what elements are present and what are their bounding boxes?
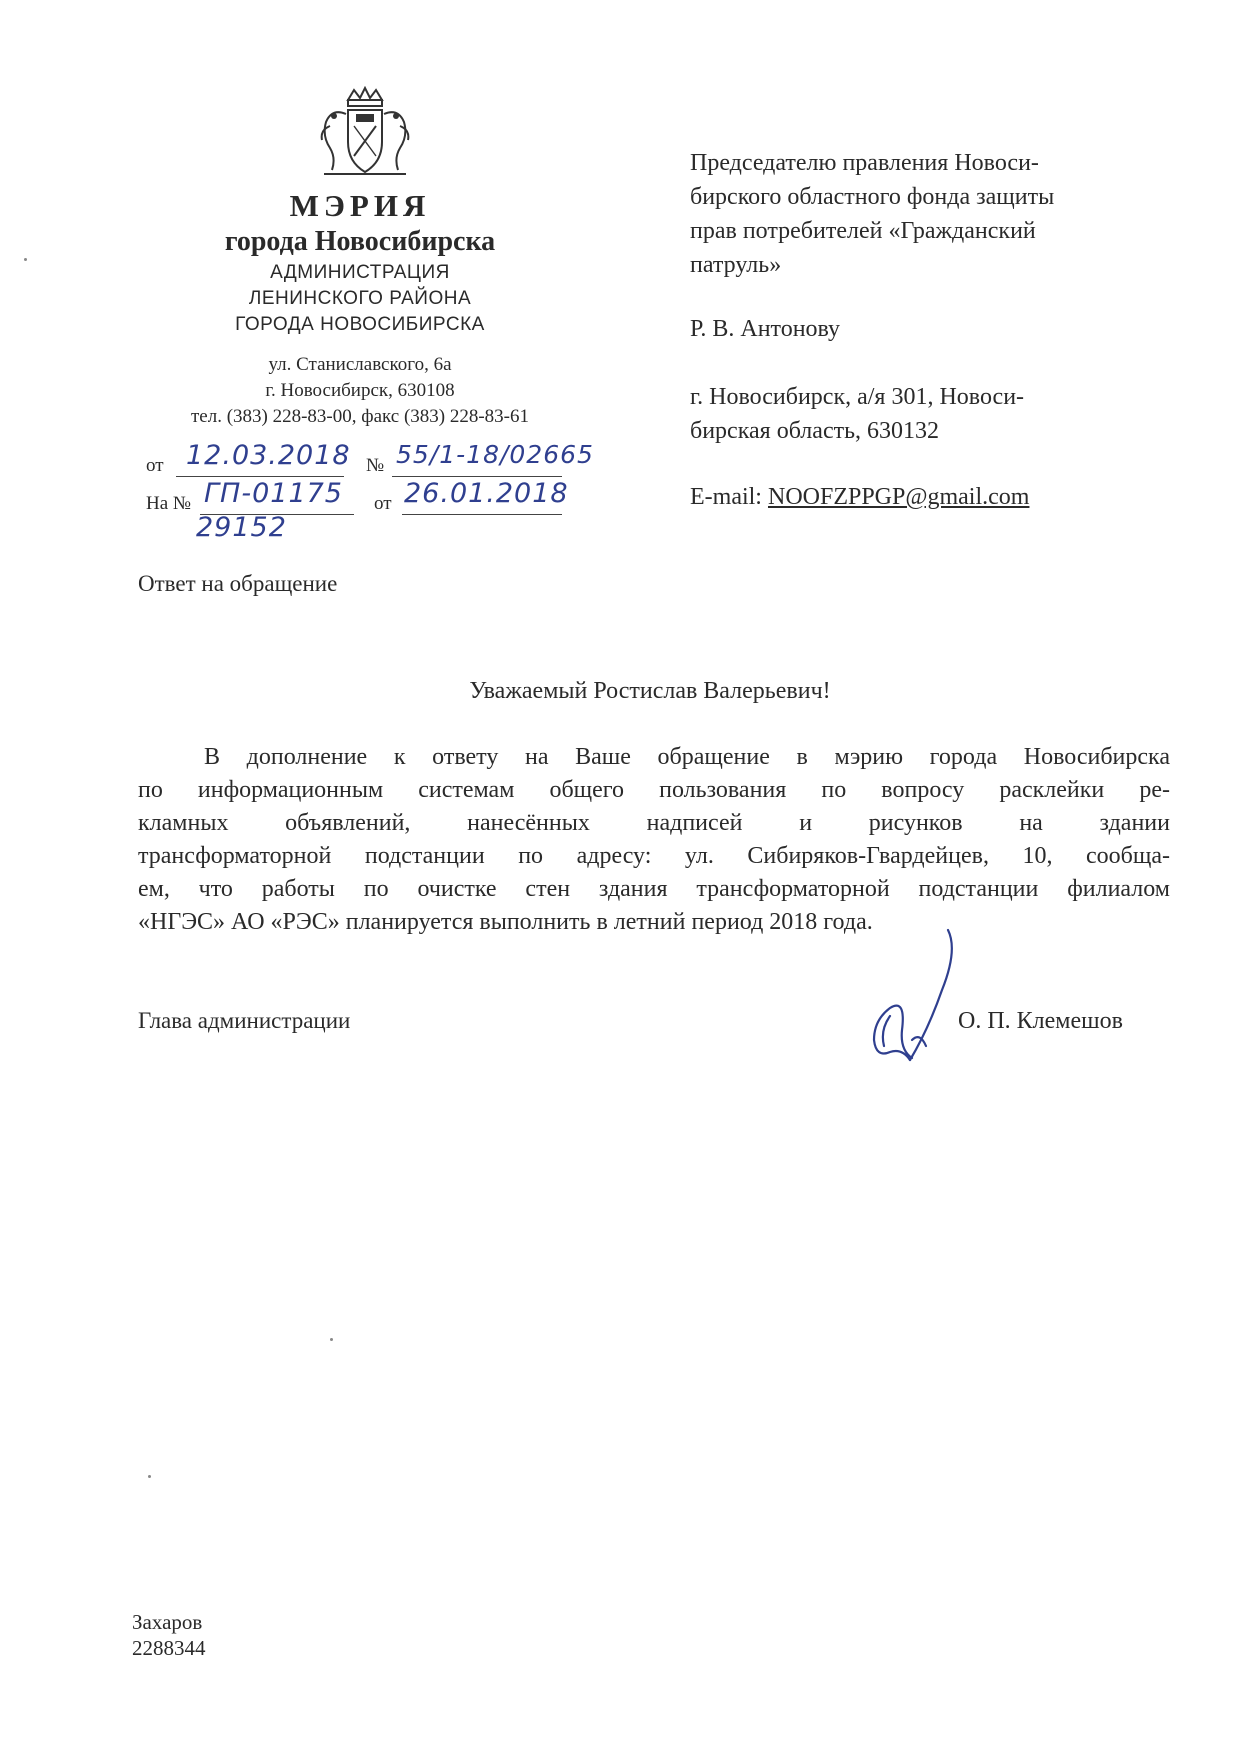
ref-number-prefix: № xyxy=(366,455,385,476)
subject-line: Ответ на обращение xyxy=(138,571,338,596)
ref-in-reply-number: ГП-01175 xyxy=(204,478,343,509)
letterhead-address-line: ул. Станиславского, 6а xyxy=(268,354,452,375)
body-line: В дополнение к ответу на Ваше обращение в мэрию города Новосибирска xyxy=(204,744,1170,770)
signature-icon xyxy=(850,920,990,1070)
addressee-line: прав потребителей «Гражданский xyxy=(690,218,1036,244)
ref-date-prefix: от xyxy=(146,455,164,476)
addressee-address xyxy=(690,380,1024,448)
addressee-name: Р. В. Антонову xyxy=(690,316,841,342)
body-line: «НГЭС» АО «РЭС» планируется выполнить в летний период 2018 года. xyxy=(138,909,873,935)
executor-phone: 2288344 xyxy=(132,1636,206,1660)
ref-number-underline xyxy=(392,476,562,477)
salutation: Уважаемый Ростислав Валерьевич! xyxy=(469,678,831,704)
body-line: трансформаторной подстанции по адресу: ул. Сибиряков-Гвардейцев, 10, сообща- xyxy=(138,843,1170,869)
ref-in-reply-number-extra: 29152 xyxy=(196,512,287,543)
letterhead-org: МЭРИЯ xyxy=(289,188,431,223)
addressee-email-row xyxy=(690,480,1029,514)
ref-in-reply-date-underline xyxy=(402,514,562,515)
addressee-address-line: г. Новосибирск, а/я 301, Новоси- xyxy=(690,384,1025,410)
addressee-line: патруль» xyxy=(690,252,782,278)
letterhead-address-line: тел. (383) 228-83-00, факс (383) 228-83-61 xyxy=(190,406,530,427)
executor-name: Захаров xyxy=(132,1610,203,1634)
email-label: E-mail: xyxy=(690,484,762,510)
letterhead-address-line: г. Новосибирск, 630108 xyxy=(265,380,455,401)
letterhead-sub-line: ГОРОДА НОВОСИБИРСКА xyxy=(235,314,485,335)
signatory-name: О. П. Клемешов xyxy=(958,1008,1123,1034)
scan-speck xyxy=(24,258,27,261)
ref-number: 55/1-18/02665 xyxy=(396,440,594,469)
body-line: ем, что работы по очистке стен здания трансформаторной подстанции филиалом xyxy=(138,876,1170,902)
addressee-address-line: бирская область, 630132 xyxy=(690,418,940,444)
body-line: кламных объявлений, нанесённых надписей и рисунков на здании xyxy=(138,810,1170,836)
email-link[interactable]: NOOFZPPGP@gmail.com xyxy=(767,484,1030,510)
scan-speck xyxy=(148,1475,151,1478)
body-line: по информационным системам общего пользования по вопросу расклейки ре- xyxy=(138,777,1170,803)
ref-in-reply-date: 26.01.2018 xyxy=(404,478,569,509)
addressee-block xyxy=(690,146,1054,282)
letterhead-sub-line: ЛЕНИНСКОГО РАЙОНА xyxy=(248,288,472,309)
letterhead-sub-line: АДМИНИСТРАЦИЯ xyxy=(270,262,450,283)
addressee-line: бирского областного фонда защиты xyxy=(690,184,1055,210)
signatory-position: Глава администрации xyxy=(138,1008,351,1033)
ref-date-underline xyxy=(176,476,344,477)
letterhead-city: города Новосибирска xyxy=(224,226,496,257)
addressee-line: Председателю правления Новоси- xyxy=(690,150,1039,176)
ref-in-reply-date-prefix: от xyxy=(374,493,392,514)
scan-speck xyxy=(330,1338,333,1341)
ref-in-reply-prefix: На № xyxy=(146,493,192,514)
ref-date: 12.03.2018 xyxy=(186,440,351,471)
novosibirsk-coat-of-arms-icon xyxy=(310,86,420,182)
